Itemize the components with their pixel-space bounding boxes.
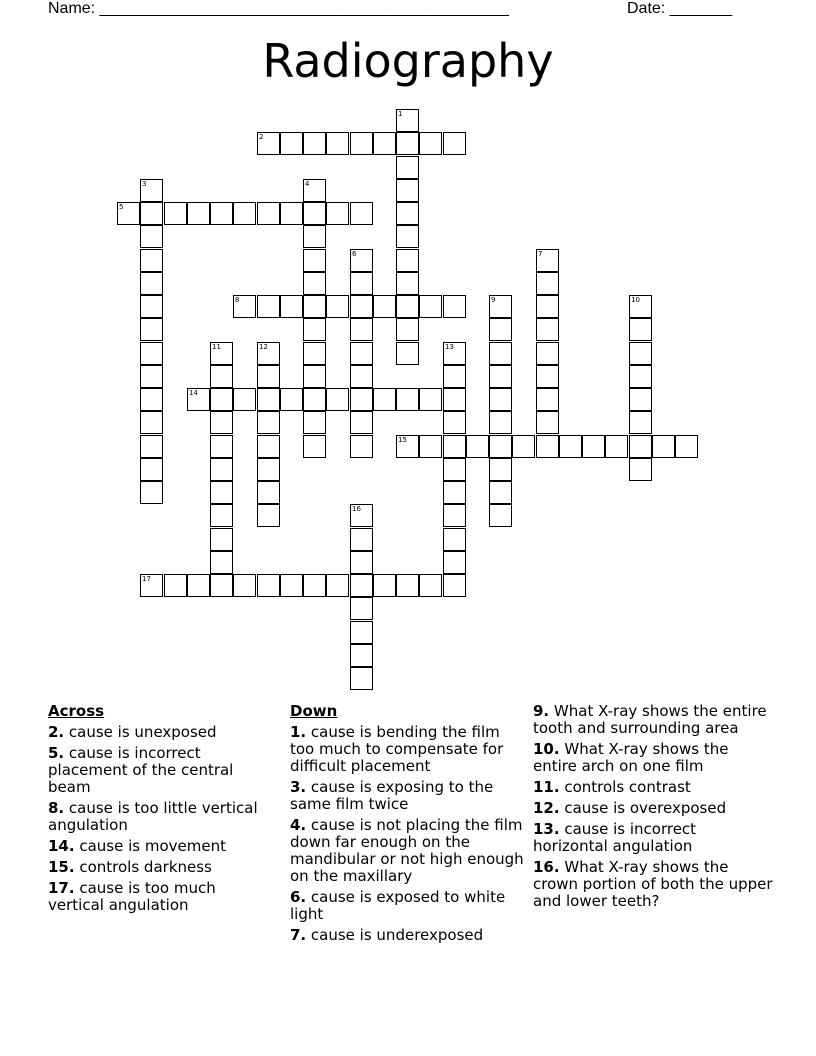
clue-number: 17. <box>48 879 75 897</box>
clue-number-label: 4 <box>305 180 310 188</box>
grid-cell[interactable] <box>210 528 233 551</box>
grid-cell[interactable] <box>210 574 233 597</box>
grid-cell[interactable] <box>117 202 140 225</box>
grid-cell[interactable] <box>629 435 652 458</box>
grid-cell[interactable] <box>629 318 652 341</box>
grid-cell[interactable] <box>210 481 233 504</box>
clue-item <box>48 880 263 914</box>
grid-cell[interactable] <box>373 295 396 318</box>
clue-text: cause is underexposed <box>310 926 484 944</box>
clue-number-label: 14 <box>189 389 198 397</box>
grid-cell[interactable] <box>140 295 163 318</box>
grid-cell[interactable] <box>443 388 466 411</box>
grid-cell[interactable] <box>140 574 163 597</box>
clue-number: 10. <box>533 740 560 758</box>
clue-item <box>533 800 773 817</box>
grid-cell[interactable] <box>303 225 326 248</box>
grid-cell[interactable] <box>164 202 187 225</box>
grid-cell[interactable] <box>396 574 419 597</box>
grid-cell[interactable] <box>489 458 512 481</box>
clue-item <box>48 838 263 855</box>
grid-cell[interactable] <box>210 202 233 225</box>
grid-cell[interactable] <box>280 132 303 155</box>
grid-cell[interactable] <box>280 202 303 225</box>
clue-text: cause is too much vertical angulation <box>48 879 216 914</box>
grid-cell[interactable] <box>419 295 442 318</box>
grid-cell[interactable] <box>257 295 280 318</box>
grid-cell[interactable] <box>233 388 256 411</box>
grid-cell[interactable] <box>536 295 559 318</box>
grid-cell[interactable] <box>350 435 373 458</box>
clue-item <box>48 800 263 834</box>
grid-cell[interactable] <box>396 388 419 411</box>
grid-cell[interactable] <box>443 458 466 481</box>
clue-text: cause is not placing the film down far enough on the mandibular or not high enough on the maxillary <box>290 816 524 885</box>
grid-cell[interactable] <box>419 388 442 411</box>
grid-cell[interactable] <box>140 272 163 295</box>
grid-cell[interactable] <box>350 528 373 551</box>
grid-cell[interactable] <box>350 365 373 388</box>
clue-item <box>48 724 263 741</box>
clue-item <box>290 927 525 944</box>
grid-cell[interactable] <box>396 109 419 132</box>
grid-cell[interactable] <box>629 411 652 434</box>
clue-text: cause is overexposed <box>564 799 727 817</box>
clue-number: 2. <box>48 723 65 741</box>
grid-cell[interactable] <box>652 435 675 458</box>
grid-cell[interactable] <box>489 365 512 388</box>
grid-cell[interactable] <box>350 272 373 295</box>
grid-cell[interactable] <box>303 342 326 365</box>
grid-cell[interactable] <box>303 435 326 458</box>
grid-cell[interactable] <box>303 132 326 155</box>
grid-cell[interactable] <box>443 481 466 504</box>
grid-cell[interactable] <box>303 574 326 597</box>
grid-cell[interactable] <box>350 342 373 365</box>
grid-cell[interactable] <box>257 202 280 225</box>
grid-cell[interactable] <box>140 225 163 248</box>
clue-number-label: 16 <box>352 505 361 513</box>
clue-item <box>290 724 525 775</box>
grid-cell[interactable] <box>536 342 559 365</box>
grid-cell[interactable] <box>396 295 419 318</box>
grid-cell[interactable] <box>489 388 512 411</box>
clue-number: 9. <box>533 702 550 720</box>
grid-cell[interactable] <box>350 551 373 574</box>
grid-cell[interactable] <box>396 435 419 458</box>
grid-cell[interactable] <box>303 388 326 411</box>
grid-cell[interactable] <box>443 528 466 551</box>
clue-number-label: 11 <box>212 343 221 351</box>
grid-cell[interactable] <box>303 365 326 388</box>
clue-item <box>533 703 773 737</box>
grid-cell[interactable] <box>140 435 163 458</box>
grid-cell[interactable] <box>350 644 373 667</box>
clue-number: 7. <box>290 926 307 944</box>
down-clues <box>290 703 525 948</box>
grid-cell[interactable] <box>373 132 396 155</box>
grid-cell[interactable] <box>512 435 535 458</box>
grid-cell[interactable] <box>350 249 373 272</box>
grid-cell[interactable] <box>210 388 233 411</box>
clue-item <box>290 779 525 813</box>
clue-number: 3. <box>290 778 307 796</box>
grid-cell[interactable] <box>536 318 559 341</box>
down-clues-continued <box>533 703 773 914</box>
grid-cell[interactable] <box>536 249 559 272</box>
clue-number-label: 2 <box>259 133 264 141</box>
grid-cell[interactable] <box>326 132 349 155</box>
clue-number-label: 17 <box>142 575 151 583</box>
grid-cell[interactable] <box>536 365 559 388</box>
grid-cell[interactable] <box>164 574 187 597</box>
grid-cell[interactable] <box>350 621 373 644</box>
grid-cell[interactable] <box>140 318 163 341</box>
page-title: Radiography <box>262 34 554 88</box>
across-heading: Across <box>48 702 105 720</box>
grid-cell[interactable] <box>257 388 280 411</box>
grid-cell[interactable] <box>233 202 256 225</box>
grid-cell[interactable] <box>443 342 466 365</box>
clue-number-label: 13 <box>445 343 454 351</box>
grid-cell[interactable] <box>326 202 349 225</box>
grid-cell[interactable] <box>629 388 652 411</box>
grid-cell[interactable] <box>303 318 326 341</box>
grid-cell[interactable] <box>396 179 419 202</box>
clue-item <box>290 889 525 923</box>
clue-text: cause is movement <box>79 837 226 855</box>
grid-cell[interactable] <box>280 574 303 597</box>
grid-cell[interactable] <box>443 435 466 458</box>
grid-cell[interactable] <box>210 365 233 388</box>
clue-text: cause is bending the film too much to compensate for difficult placement <box>290 723 504 775</box>
grid-cell[interactable] <box>536 411 559 434</box>
clue-item <box>48 745 263 796</box>
clue-number: 11. <box>533 778 560 796</box>
grid-cell[interactable] <box>233 295 256 318</box>
name-field[interactable]: Name: ______________________________________________ <box>48 0 509 17</box>
grid-cell[interactable] <box>396 342 419 365</box>
grid-cell[interactable] <box>303 202 326 225</box>
grid-cell[interactable] <box>140 249 163 272</box>
clue-item <box>48 859 263 876</box>
grid-cell[interactable] <box>419 435 442 458</box>
grid-cell[interactable] <box>350 574 373 597</box>
clue-text: cause is unexposed <box>68 723 217 741</box>
clue-number-label: 5 <box>119 203 124 211</box>
grid-cell[interactable] <box>140 458 163 481</box>
clue-number-label: 6 <box>352 250 357 258</box>
grid-cell[interactable] <box>489 318 512 341</box>
clue-number: 8. <box>48 799 65 817</box>
clue-number-label: 1 <box>398 110 403 118</box>
grid-cell[interactable] <box>303 272 326 295</box>
grid-cell[interactable] <box>396 156 419 179</box>
grid-cell[interactable] <box>350 318 373 341</box>
grid-cell[interactable] <box>350 411 373 434</box>
grid-cell[interactable] <box>419 132 442 155</box>
grid-cell[interactable] <box>396 132 419 155</box>
grid-cell[interactable] <box>210 458 233 481</box>
grid-cell[interactable] <box>373 574 396 597</box>
grid-cell[interactable] <box>489 342 512 365</box>
grid-cell[interactable] <box>140 202 163 225</box>
grid-cell[interactable] <box>489 295 512 318</box>
grid-cell[interactable] <box>140 481 163 504</box>
clue-number: 13. <box>533 820 560 838</box>
grid-cell[interactable] <box>536 388 559 411</box>
grid-cell[interactable] <box>350 388 373 411</box>
grid-cell[interactable] <box>582 435 605 458</box>
grid-cell[interactable] <box>280 388 303 411</box>
grid-cell[interactable] <box>257 504 280 527</box>
clue-item <box>533 741 773 775</box>
grid-cell[interactable] <box>280 295 303 318</box>
grid-cell[interactable] <box>536 435 559 458</box>
clue-text: What X-ray shows the entire tooth and surrounding area <box>533 702 767 737</box>
down-heading: Down <box>290 702 338 720</box>
clue-item <box>290 817 525 885</box>
grid-cell[interactable] <box>396 272 419 295</box>
grid-cell[interactable] <box>443 574 466 597</box>
grid-cell[interactable] <box>350 504 373 527</box>
clue-number: 15. <box>48 858 75 876</box>
grid-cell[interactable] <box>350 202 373 225</box>
clue-number-label: 7 <box>538 250 543 258</box>
grid-cell[interactable] <box>187 574 210 597</box>
grid-cell[interactable] <box>350 667 373 690</box>
clue-text: cause is incorrect horizontal angulation <box>533 820 697 855</box>
clue-number: 5. <box>48 744 65 762</box>
grid-cell[interactable] <box>629 295 652 318</box>
clue-number-label: 10 <box>631 296 640 304</box>
grid-cell[interactable] <box>443 504 466 527</box>
grid-cell[interactable] <box>489 481 512 504</box>
grid-cell[interactable] <box>303 295 326 318</box>
clue-text: cause is too little vertical angulation <box>48 799 258 834</box>
clue-number-label: 8 <box>235 296 240 304</box>
grid-cell[interactable] <box>210 504 233 527</box>
clue-number: 4. <box>290 816 307 834</box>
grid-cell[interactable] <box>257 481 280 504</box>
grid-cell[interactable] <box>257 365 280 388</box>
grid-cell[interactable] <box>605 435 628 458</box>
clue-item <box>533 821 773 855</box>
grid-cell[interactable] <box>187 202 210 225</box>
clue-item <box>533 779 773 796</box>
grid-cell[interactable] <box>257 435 280 458</box>
grid-cell[interactable] <box>373 388 396 411</box>
grid-cell[interactable] <box>187 388 210 411</box>
grid-cell[interactable] <box>210 411 233 434</box>
grid-cell[interactable] <box>443 551 466 574</box>
clue-text: cause is incorrect placement of the central beam <box>48 744 234 796</box>
clue-number-label: 12 <box>259 343 268 351</box>
grid-cell[interactable] <box>257 574 280 597</box>
clue-number-label: 15 <box>398 436 407 444</box>
grid-cell[interactable] <box>257 411 280 434</box>
grid-cell[interactable] <box>140 388 163 411</box>
grid-cell[interactable] <box>629 458 652 481</box>
grid-cell[interactable] <box>210 342 233 365</box>
across-clues <box>48 703 263 918</box>
grid-cell[interactable] <box>140 411 163 434</box>
grid-cell[interactable] <box>257 342 280 365</box>
clue-text: controls contrast <box>564 778 691 796</box>
grid-cell[interactable] <box>396 249 419 272</box>
grid-cell[interactable] <box>326 574 349 597</box>
grid-cell[interactable] <box>210 435 233 458</box>
grid-cell[interactable] <box>419 574 442 597</box>
grid-cell[interactable] <box>326 388 349 411</box>
grid-cell[interactable] <box>489 504 512 527</box>
grid-cell[interactable] <box>140 342 163 365</box>
grid-cell[interactable] <box>257 132 280 155</box>
grid-cell[interactable] <box>350 295 373 318</box>
grid-cell[interactable] <box>443 132 466 155</box>
grid-cell[interactable] <box>489 411 512 434</box>
clue-number-label: 9 <box>491 296 496 304</box>
grid-cell[interactable] <box>140 179 163 202</box>
grid-cell[interactable] <box>303 249 326 272</box>
clue-number: 6. <box>290 888 307 906</box>
grid-cell[interactable] <box>466 435 489 458</box>
grid-cell[interactable] <box>257 458 280 481</box>
grid-cell[interactable] <box>326 295 349 318</box>
grid-cell[interactable] <box>629 365 652 388</box>
grid-cell[interactable] <box>443 295 466 318</box>
grid-cell[interactable] <box>350 132 373 155</box>
clue-number: 12. <box>533 799 560 817</box>
grid-cell[interactable] <box>443 365 466 388</box>
clue-number-label: 3 <box>142 180 147 188</box>
clue-text: controls darkness <box>79 858 212 876</box>
grid-cell[interactable] <box>210 551 233 574</box>
grid-cell[interactable] <box>396 318 419 341</box>
clue-text: cause is exposed to white light <box>290 888 506 923</box>
grid-cell[interactable] <box>396 202 419 225</box>
grid-cell[interactable] <box>140 365 163 388</box>
grid-cell[interactable] <box>350 597 373 620</box>
clue-number: 16. <box>533 858 560 876</box>
grid-cell[interactable] <box>489 435 512 458</box>
clue-text: cause is exposing to the same film twice <box>290 778 494 813</box>
grid-cell[interactable] <box>303 411 326 434</box>
grid-cell[interactable] <box>629 342 652 365</box>
grid-cell[interactable] <box>396 225 419 248</box>
grid-cell[interactable] <box>443 411 466 434</box>
clue-number: 14. <box>48 837 75 855</box>
clue-text: What X-ray shows the entire arch on one film <box>533 740 729 775</box>
grid-cell[interactable] <box>559 435 582 458</box>
clue-number: 1. <box>290 723 307 741</box>
grid-cell[interactable] <box>303 179 326 202</box>
clue-item <box>533 859 773 910</box>
grid-cell[interactable] <box>233 574 256 597</box>
clue-text: What X-ray shows the crown portion of both the upper and lower teeth? <box>533 858 773 910</box>
grid-cell[interactable] <box>675 435 698 458</box>
grid-cell[interactable] <box>536 272 559 295</box>
date-field[interactable]: Date: _______ <box>627 0 732 17</box>
